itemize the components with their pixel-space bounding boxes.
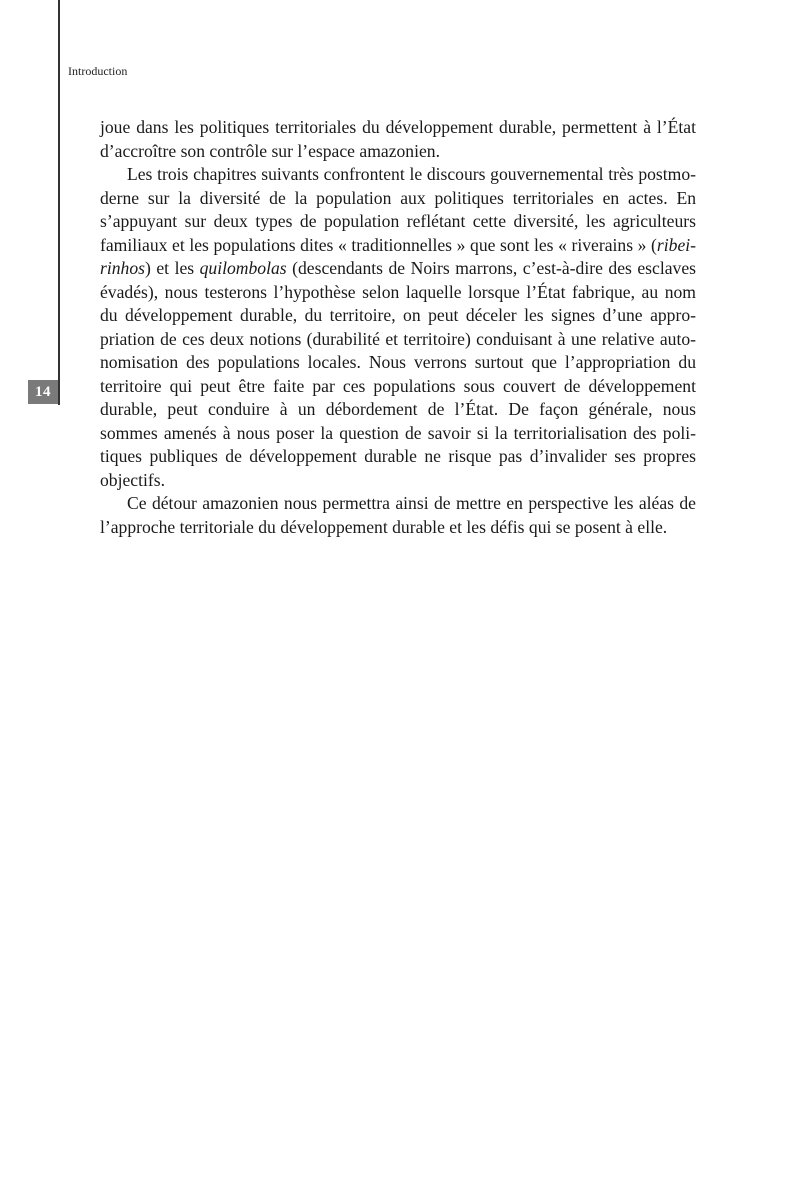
text-line: priation de ces deux notions (durabilité et territoire) conduisant à une relative auto- bbox=[100, 328, 696, 349]
text-line: du développement durable, du territoire, on peut déceler les signes d’une appro- bbox=[100, 305, 696, 325]
text-line: s’appuyant sur deux types de population reflétant cette diversité, les agriculteurs bbox=[100, 211, 696, 231]
page-number: 14 bbox=[28, 380, 58, 404]
text-run: (descendants de Noirs marrons, c’est-à-dire des esclaves bbox=[286, 258, 696, 278]
text-line: évadés), nous testerons l’hypothèse selon laquelle lorsque l’État fabrique, au nom bbox=[100, 281, 696, 302]
italic-term: quilombolas bbox=[199, 258, 287, 278]
text-line: nomisation des populations locales. Nous verrons surtout que l’appropriation du bbox=[100, 352, 696, 372]
text-line bbox=[100, 257, 696, 281]
text-line: joue dans les politiques territoriales du développement durable, permettent à l’État bbox=[100, 117, 696, 137]
text-line: l’approche territoriale du développement durable et les défis qui se posent à elle. bbox=[100, 516, 668, 537]
text-line: tiques publiques de développement durable ne risque pas d’invalider ses propres bbox=[100, 446, 696, 466]
text-run: ) et les bbox=[144, 258, 200, 278]
text-line: Les trois chapitres suivants confrontent le discours gouvernemental très postmo- bbox=[127, 164, 696, 184]
text-line: objectifs. bbox=[100, 469, 165, 490]
text-line: Ce détour amazonien nous permettra ainsi de mettre en perspective les aléas de bbox=[127, 493, 696, 513]
margin-rule bbox=[58, 0, 60, 405]
text-line: derne sur la diversité de la population aux politiques territoriales en actes. En bbox=[100, 187, 696, 208]
italic-term: rinhos bbox=[100, 258, 145, 278]
text-line: sommes amenés à nous poser la question de savoir si la territorialisation des poli- bbox=[100, 422, 696, 443]
running-head: Introduction bbox=[68, 64, 128, 78]
italic-term: ribei- bbox=[656, 234, 696, 255]
body-text bbox=[100, 116, 696, 539]
text-line: d’accroître son contrôle sur l’espace amazonien. bbox=[100, 140, 440, 161]
text-line bbox=[100, 234, 696, 258]
text-line: durable, peut conduire à un débordement de l’État. De façon générale, nous bbox=[100, 399, 696, 419]
text-run: familiaux et les populations dites « traditionnelles » que sont les « riverains » ( bbox=[100, 234, 657, 255]
text-line: territoire qui peut être faite par ces populations sous couvert de développement bbox=[100, 375, 696, 396]
